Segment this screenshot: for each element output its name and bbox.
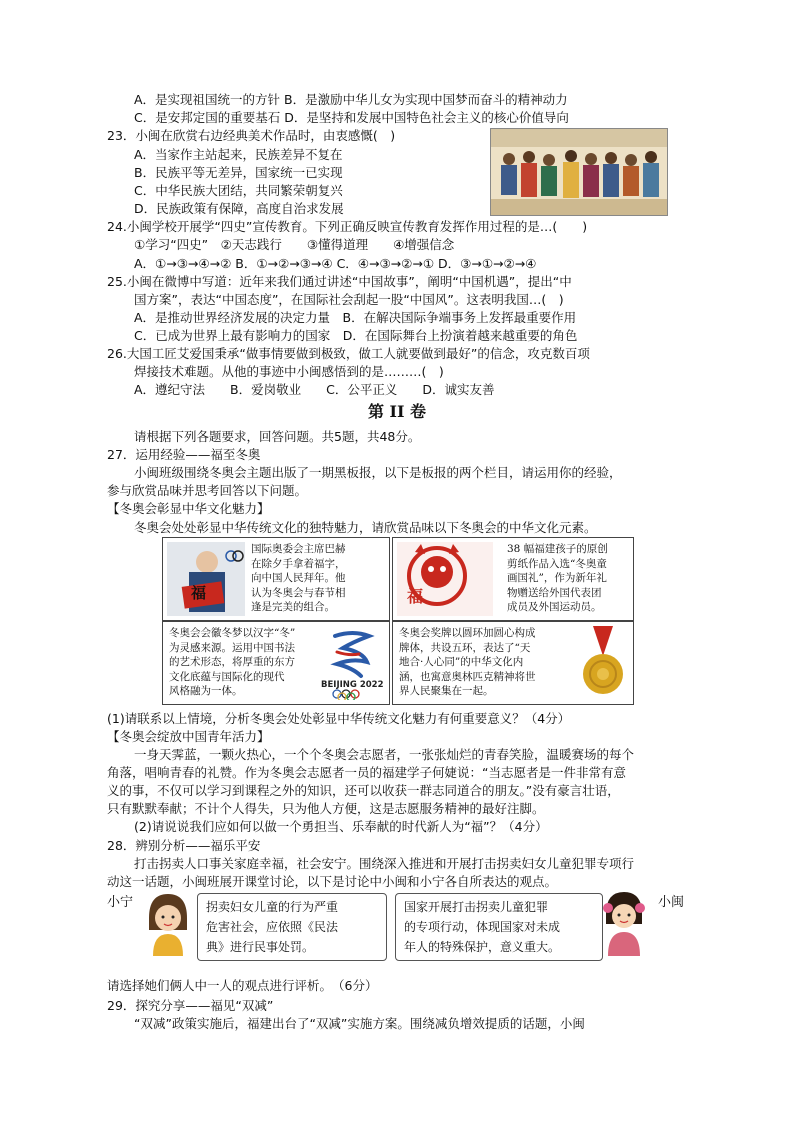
text-line-q25-2: 国方案”，表达“中国态度”，在国际社会刮起一股“中国风”。这表明我国…( ) [134, 292, 564, 307]
girl-avatar-left [143, 890, 193, 956]
panel-text [251, 542, 346, 615]
text-line-q25: 25.小闽在微博中写道：近年来我们通过讲述“中国故事”，阐明“中国机遇”，提出“中 [107, 274, 572, 289]
text-line-q25-ab: A．是推动世界经济发展的决定力量 B．在解决国际争端事务上发挥最重要作用 [134, 310, 577, 325]
text-line-sec2-3: 义的事，不仅可以学习到课程之外的知识，还可以收获一群志同道合的朋友。”没有豪言壮语， [107, 783, 620, 798]
girl-avatar-right [600, 888, 648, 956]
panel-line: 国际奥委会主席巴赫 [251, 543, 346, 555]
bubble-line: 危害社会，应依照《民法 [206, 920, 339, 934]
panel-bach-fu [162, 537, 390, 621]
ethnic-unity-painting [490, 128, 668, 216]
text-line-q27-q1: (1)请联系以上情境，分析冬奥会处处彰显中华传统文化魅力有何重要意义？（4分） [107, 711, 571, 726]
text-line-q22-ab: A．是实现祖国统一的方针 B．是激励中华儿女为实现中国梦而奋斗的精神动力 [134, 92, 568, 107]
text-line-sec1-t: 冬奥会处处彰显中华传统文化的独特魅力，请欣赏品味以下冬奥会的中华文化元素。 [134, 520, 597, 535]
speech-bubble-right [395, 893, 603, 961]
fu-character: 福 [191, 584, 207, 602]
panel-papercut [392, 537, 634, 621]
panel-medal [392, 621, 634, 705]
text-line-intro: 请根据下列各题要求，回答问题。共5题，共48分。 [134, 429, 421, 444]
panel-line: 涵，也寓意奥林匹克精神将世 [399, 670, 536, 683]
text-line-sec2: 【冬奥会绽放中国青年活力】 [107, 729, 270, 744]
text-line-sec2-4: 只有默默奉献；不计个人得失，只为他人方便，这是志愿服务精神的最好注脚。 [107, 801, 545, 816]
text-line-q28-1: 打击拐卖人口事关家庭幸福，社会安宁。围绕深入推进和开展打击拐卖妇女儿童犯罪专项行 [134, 856, 635, 871]
fu-character-papercut: 福 [407, 587, 424, 606]
text-line-q26-2: 焊接技术难题。从他的事迹中小闽感悟到的是………( ) [134, 364, 444, 379]
bubble-line: 拐卖妇女儿童的行为严重 [206, 900, 339, 914]
winter-olympics-emblem [323, 628, 383, 700]
text-line-q26: 26.大国工匠艾爱国秉承“做事情要做到极致，做工人就要做到最好”的信念，攻克数百项 [107, 346, 590, 361]
panel-text [399, 626, 536, 699]
panel-line: 画国礼”，作为新年礼 [507, 572, 607, 584]
panel-line: 冬奥会奖牌以圆环加圆心构成 [399, 627, 536, 639]
text-line-q28: 28．辨别分析——福乐平安 [107, 838, 261, 853]
text-line-q23-a: A．当家作主站起来，民族差异不复在 [134, 147, 343, 162]
panel-line: 的艺术形态，将厚重的东方 [169, 656, 295, 668]
panel-line: 逢是完美的组合。 [251, 601, 335, 613]
papercut-image [397, 542, 493, 616]
text-line-q29: 29．探究分享——福见“双减” [107, 998, 274, 1013]
beijing-2022-label: BEIJING 2022 [321, 680, 384, 690]
panel-text [507, 542, 608, 615]
panel-line: 界人民聚集在一起。 [399, 685, 494, 697]
text-line-q24: 24.小闽学校开展学“四史”宣传教育。下列正确反映宣传教育发挥作用过程的是…( ) [107, 219, 588, 234]
panel-line: 物赠送给外国代表团 [507, 586, 602, 599]
panel-line: 向中国人民拜年。他 [251, 572, 346, 584]
text-line-sec2-1: 一身天霁蓝，一颗火热心，一个个冬奥会志愿者，一张张灿烂的青春笑脸，温暖赛场的每个 [134, 747, 635, 762]
bubble-line: 典》进行民事处罚。 [206, 940, 315, 954]
bach-photo [167, 542, 245, 616]
panel-line: 在除夕手拿着福字， [251, 557, 346, 570]
panel-line: 为灵感来源。运用中国书法 [169, 641, 295, 654]
text-line-q28-q: 请选择她们俩人中一人的观点进行评析。 （6分） [107, 978, 378, 993]
panel-line: 剪纸作品入选“冬奥童 [507, 557, 607, 570]
panel-line: 成员及外国运动员。 [507, 601, 602, 613]
text-line-q23-c: C．中华民族大团结，共同繁荣朝复兴 [134, 183, 343, 198]
text-line-q27-2: 参与欣赏品味并思考回答以下问题。 [107, 483, 308, 498]
panel-line: 地合·人心同”的中华文化内 [399, 656, 524, 668]
text-line-q28-2: 动这一话题，小闽班展开课堂讨论，以下是讨论中小闽和小宁各自所表达的观点。 [107, 874, 558, 889]
text-line-q24-o: A．①→③→④→② B．①→②→③→④ C．④→③→②→① D．③→①→②→④ [134, 256, 537, 271]
bubble-line: 国家开展打击拐卖儿童犯罪 [404, 900, 549, 914]
panel-line: 冬奥会会徽冬梦以汉字“冬” [169, 627, 296, 639]
speaker-name-right: 小闽 [658, 895, 685, 910]
panel-text [169, 626, 295, 699]
text-line-q27-q2: (2)请说说我们应如何以做一个勇担当、乐奉献的时代新人为“福”？（4分） [134, 819, 548, 834]
text-line-q23: 23．小闽在欣赏右边经典美术作品时，由衷感慨( ) [107, 128, 396, 143]
text-line-q25-cd: C．已成为世界上最有影响力的国家 D．在国际舞台上扮演着越来越重要的角色 [134, 328, 578, 343]
text-line-q27-1: 小闽班级围绕冬奥会主题出版了一期黑板报，以下是板报的两个栏目，请运用你的经验， [134, 465, 622, 480]
text-line-q22-cd: C．是安邦定国的重要基石 D．是坚持和发展中国特色社会主义的核心价值导向 [134, 110, 569, 125]
text-line-q23-b: B．民族平等无差异，国家统一已实现 [134, 165, 343, 180]
speech-bubble-left [197, 893, 387, 961]
panel-emblem [162, 621, 390, 705]
text-line-q24-s: ①学习“四史” ②天志践行 ③懂得道理 ④增强信念 [134, 237, 455, 252]
text-line-sec2-2: 角落，唱响青春的礼赞。作为冬奥会志愿者一员的福建学子何婕说：“当志愿者是一件非常有意 [107, 765, 626, 780]
panel-line: 认为冬奥会与春节相 [251, 586, 346, 599]
gold-medal-image [579, 626, 627, 700]
panel-line: 牌体，共设五环，表达了“天 [399, 641, 531, 654]
section-title: 第 II 卷 [367, 402, 427, 421]
text-line-q23-d: D．民族政策有保障，高度自治求发展 [134, 201, 344, 216]
text-line-q27: 27．运用经验——福至冬奥 [107, 447, 261, 462]
speaker-name-left: 小宁 [107, 895, 134, 910]
panel-line: 风格融为一体。 [169, 685, 243, 697]
bubble-line: 年人的特殊保护，意义重大。 [404, 940, 561, 954]
panel-line: 文化底蕴与国际化的现代 [169, 670, 285, 683]
text-line-q26-o: A．遵纪守法 B．爱岗敬业 C．公平正义 D．诚实友善 [134, 382, 495, 397]
text-line-q29-1: “双减”政策实施后，福建出台了“双减”实施方案。围绕减负增效提质的话题，小闽 [134, 1016, 585, 1031]
panel-line: 38 幅福建孩子的原创 [507, 543, 608, 555]
text-line-sec1: 【冬奥会彰显中华文化魅力】 [107, 501, 270, 516]
bubble-line: 的专项行动，体现国家对未成 [404, 920, 561, 934]
